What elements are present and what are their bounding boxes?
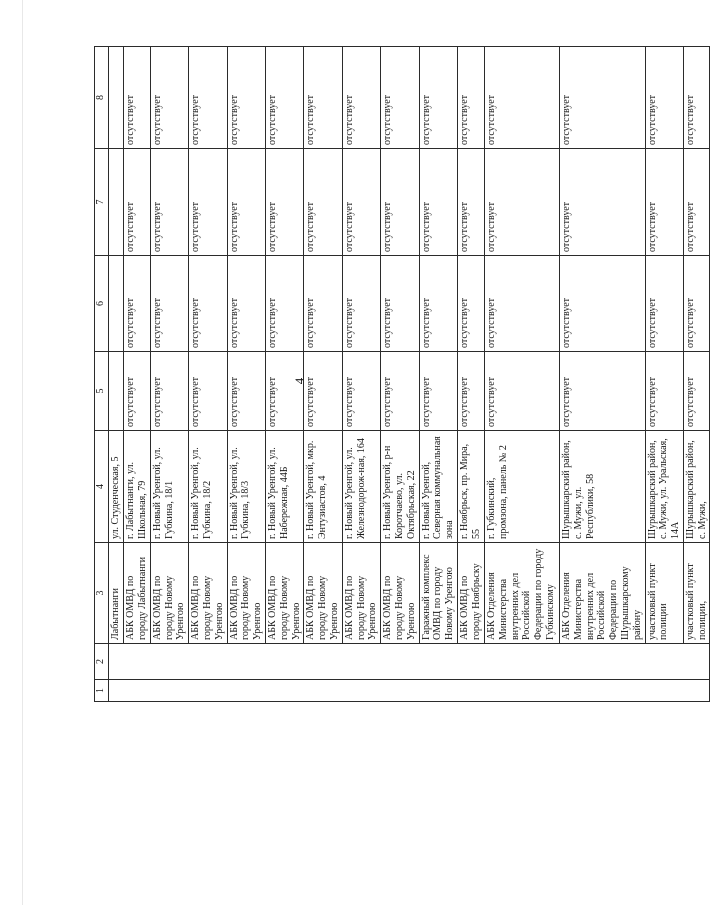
- facility-name-cell: АБК Отделения Министерства внутренних дел Российской Федерации по Шурышкарскому району: [559, 543, 645, 644]
- column-7-cell: отсутствует: [457, 149, 484, 256]
- column-8-cell: отсутствует: [150, 47, 188, 149]
- column-6-cell: отсутствует: [381, 256, 419, 352]
- column-5-cell: отсутствует: [559, 352, 645, 431]
- row-number-cell: [457, 680, 484, 702]
- column-number: 7: [95, 149, 109, 256]
- address-cell: г. Новый Уренгой, Северная коммунальная зона: [419, 431, 457, 543]
- row-cell-2: [683, 644, 710, 680]
- facility-name-cell: Лабытнанги: [109, 543, 124, 644]
- column-8-cell: [109, 47, 124, 149]
- row-number-cell: [645, 680, 683, 702]
- table-row: [419, 47, 457, 702]
- column-6-cell: отсутствует: [304, 256, 342, 352]
- row-number-cell: [109, 680, 124, 702]
- column-8-cell: отсутствует: [645, 47, 683, 149]
- row-cell-2: [265, 644, 303, 680]
- row-number-cell: [189, 680, 227, 702]
- table-row: [150, 47, 188, 702]
- row-cell-2: [109, 644, 124, 680]
- facility-name-cell: Гаражный комплекс ОМВД по городу Новому Уренгою: [419, 543, 457, 644]
- column-8-cell: отсутствует: [419, 47, 457, 149]
- column-6-cell: [109, 256, 124, 352]
- facility-name-cell: участковый пункт полиции: [645, 543, 683, 644]
- address-cell: г. Новый Уренгой, ул. Железнодорож-ная, 164: [342, 431, 380, 543]
- column-8-cell: отсутствует: [683, 47, 710, 149]
- column-number: 5: [95, 352, 109, 431]
- facility-name-cell: АБК ОМВД по городу Новому Уренгою: [189, 543, 227, 644]
- row-number-cell: [227, 680, 265, 702]
- column-6-cell: отсутствует: [189, 256, 227, 352]
- facility-name-cell: АБК ОМВД по городу Новому Уренгою: [304, 543, 342, 644]
- column-5-cell: отсутствует: [265, 352, 303, 431]
- column-8-cell: отсутствует: [381, 47, 419, 149]
- scan-edge-left: [22, 0, 23, 905]
- column-7-cell: отсутствует: [559, 149, 645, 256]
- column-6-cell: отсутствует: [645, 256, 683, 352]
- address-cell: Шурышкарский район, с. Мужи, ул. Республики, 58: [559, 431, 645, 543]
- row-number-cell: [683, 680, 710, 702]
- address-cell: г. Новый Уренгой, ул. Губкина, 18/2: [189, 431, 227, 543]
- column-5-cell: отсутствует: [381, 352, 419, 431]
- column-6-cell: отсутствует: [265, 256, 303, 352]
- column-number: 3: [95, 543, 109, 644]
- address-cell: г. Новый Уренгой, мкр. Энтузиастов, 4: [304, 431, 342, 543]
- row-number-cell: [419, 680, 457, 702]
- row-cell-2: [457, 644, 484, 680]
- facility-name-cell: АБК ОМВД по городу Новому Уренгою: [265, 543, 303, 644]
- column-5-cell: отсутствует: [150, 352, 188, 431]
- column-6-cell: отсутствует: [683, 256, 710, 352]
- column-8-cell: отсутствует: [227, 47, 265, 149]
- column-5-cell: отсутствует: [457, 352, 484, 431]
- facility-name-cell: участковый пункт полиции,: [683, 543, 710, 644]
- column-8-cell: отсутствует: [123, 47, 150, 149]
- column-number: 6: [95, 256, 109, 352]
- row-number-cell: [342, 680, 380, 702]
- column-7-cell: отсутствует: [227, 149, 265, 256]
- column-7-cell: отсутствует: [683, 149, 710, 256]
- row-number-cell: [484, 680, 559, 702]
- column-5-cell: отсутствует: [342, 352, 380, 431]
- table-row: [123, 47, 150, 702]
- row-number-cell: [559, 680, 645, 702]
- facility-name-cell: АБК ОМВД по городу Ноябрьску: [457, 543, 484, 644]
- page-number: 4: [292, 377, 307, 385]
- column-8-cell: отсутствует: [342, 47, 380, 149]
- row-cell-2: [150, 644, 188, 680]
- row-number-cell: [381, 680, 419, 702]
- column-5-cell: [109, 352, 124, 431]
- table-row: [683, 47, 710, 702]
- column-7-cell: отсутствует: [189, 149, 227, 256]
- row-number-cell: [123, 680, 150, 702]
- column-number: 4: [95, 431, 109, 543]
- table-row: [484, 47, 559, 702]
- row-cell-2: [304, 644, 342, 680]
- table-row: [457, 47, 484, 702]
- row-number-cell: [150, 680, 188, 702]
- column-8-cell: отсутствует: [265, 47, 303, 149]
- table-row: [227, 47, 265, 702]
- facility-name-cell: АБК ОМВД по городу Новому Уренгою: [227, 543, 265, 644]
- row-cell-2: [123, 644, 150, 680]
- rotated-table-container: [94, 47, 708, 702]
- column-6-cell: отсутствует: [484, 256, 559, 352]
- address-cell: г. Новый Уренгой, р-н Коротчаево, ул. Октябрьская, 22: [381, 431, 419, 543]
- column-7-cell: отсутствует: [484, 149, 559, 256]
- column-7-cell: отсутствует: [123, 149, 150, 256]
- column-8-cell: отсутствует: [559, 47, 645, 149]
- column-number: 2: [95, 644, 109, 680]
- column-7-cell: отсутствует: [265, 149, 303, 256]
- facility-name-cell: АБК ОМВД по городу Лабытнанги: [123, 543, 150, 644]
- row-number-cell: [265, 680, 303, 702]
- table-row: [645, 47, 683, 702]
- facility-name-cell: АБК ОМВД по городу Новому Уренгою: [381, 543, 419, 644]
- column-8-cell: отсутствует: [304, 47, 342, 149]
- table-row: [381, 47, 419, 702]
- table-row: [304, 47, 342, 702]
- table-row: [265, 47, 303, 702]
- column-6-cell: отсутствует: [342, 256, 380, 352]
- column-6-cell: отсутствует: [457, 256, 484, 352]
- column-7-cell: [109, 149, 124, 256]
- table-row: [342, 47, 380, 702]
- column-7-cell: отсутствует: [304, 149, 342, 256]
- column-number: 1: [95, 680, 109, 702]
- column-6-cell: отсутствует: [150, 256, 188, 352]
- row-cell-2: [342, 644, 380, 680]
- column-5-cell: отсутствует: [683, 352, 710, 431]
- column-5-cell: отсутствует: [419, 352, 457, 431]
- table-row: [559, 47, 645, 702]
- row-cell-2: [484, 644, 559, 680]
- column-7-cell: отсутствует: [342, 149, 380, 256]
- column-5-cell: отсутствует: [645, 352, 683, 431]
- column-6-cell: отсутствует: [559, 256, 645, 352]
- facility-name-cell: АБК ОМВД по городу Новому Уренгою: [150, 543, 188, 644]
- row-cell-2: [645, 644, 683, 680]
- column-5-cell: отсутствует: [123, 352, 150, 431]
- table-row: [189, 47, 227, 702]
- column-5-cell: отсутствует: [189, 352, 227, 431]
- column-7-cell: отсутствует: [381, 149, 419, 256]
- address-cell: ул. Студенческая, 5: [109, 431, 124, 543]
- row-number-cell: [304, 680, 342, 702]
- facility-name-cell: АБК Отделения Министерства внутренних дел Российской Федерации по городу Губкинскому: [484, 543, 559, 644]
- row-cell-2: [227, 644, 265, 680]
- column-6-cell: отсутствует: [227, 256, 265, 352]
- address-cell: г. Ноябрьск, пр. Мира, 55: [457, 431, 484, 543]
- address-cell: г. Новый Уренгой, ул. Губкина, 18/3: [227, 431, 265, 543]
- row-cell-2: [381, 644, 419, 680]
- column-6-cell: отсутствует: [419, 256, 457, 352]
- column-5-cell: отсутствует: [227, 352, 265, 431]
- column-7-cell: отсутствует: [150, 149, 188, 256]
- facility-name-cell: АБК ОМВД по городу Новому Уренгою: [342, 543, 380, 644]
- column-5-cell: отсутствует: [484, 352, 559, 431]
- row-cell-2: [559, 644, 645, 680]
- table-row: [109, 47, 124, 702]
- column-number: 8: [95, 47, 109, 149]
- address-cell: г. Новый Уренгой, ул. Губкина, 18/1: [150, 431, 188, 543]
- row-cell-2: [189, 644, 227, 680]
- column-8-cell: отсутствует: [484, 47, 559, 149]
- column-7-cell: отсутствует: [645, 149, 683, 256]
- column-6-cell: отсутствует: [123, 256, 150, 352]
- column-7-cell: отсутствует: [419, 149, 457, 256]
- column-number-row: [95, 47, 109, 702]
- column-5-cell: отсутствует: [304, 352, 342, 431]
- facilities-table: [94, 46, 710, 702]
- column-8-cell: отсутствует: [457, 47, 484, 149]
- address-cell: г. Новый Уренгой, ул. Набережная, 44Б: [265, 431, 303, 543]
- row-cell-2: [419, 644, 457, 680]
- column-8-cell: отсутствует: [189, 47, 227, 149]
- address-cell: г. Лабытнанги, ул. Школьная, 79: [123, 431, 150, 543]
- address-cell: Шурышкарский район, с. Мужи, ул. Уральская, 14А: [645, 431, 683, 543]
- address-cell: Шурышкарский район, с. Мужи,: [683, 431, 710, 543]
- address-cell: г. Губкинский, промзона, панель № 2: [484, 431, 559, 543]
